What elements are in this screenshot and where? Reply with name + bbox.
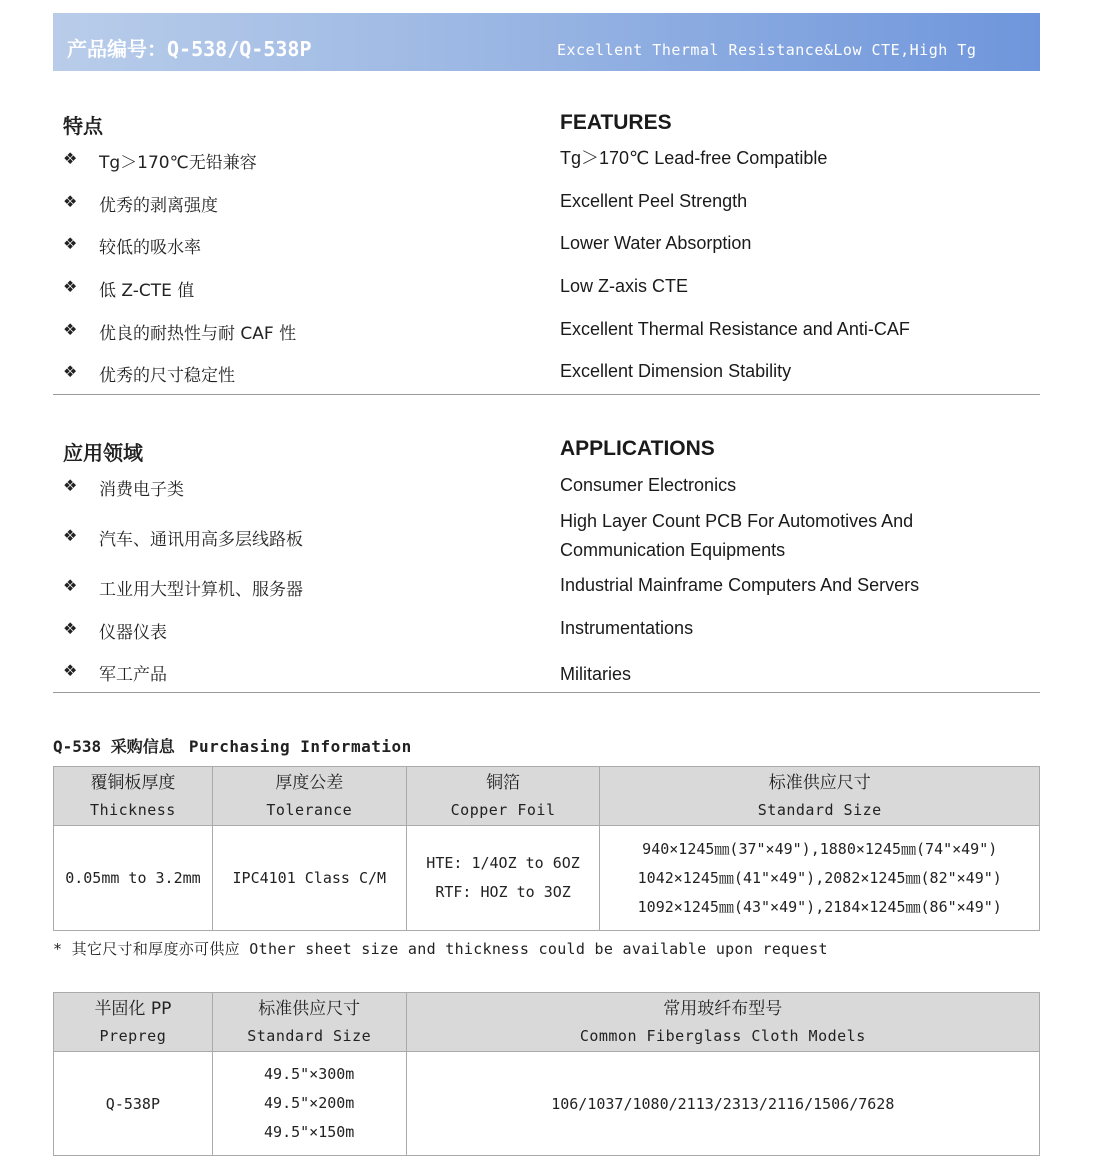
- applications-heading-en: APPLICATIONS: [560, 437, 715, 460]
- header-cn: 标准供应尺寸: [768, 773, 871, 793]
- cell-prepreg-name: Q-538P: [54, 1052, 213, 1156]
- cell-standard-size: [212, 1052, 406, 1156]
- header-cn: 半固化 PP: [94, 999, 172, 1019]
- table-header-row: [54, 993, 1040, 1052]
- feature-cn: 低 Z-CTE 值: [99, 281, 195, 301]
- feature-en: Tg＞170℃ Lead-free Compatible: [560, 148, 828, 168]
- product-subtitle: Excellent Thermal Resistance&Low CTE,High Tg: [557, 41, 977, 59]
- availability-note: * 其它尺寸和厚度亦可供应 Other sheet size and thickness could be available upon request: [53, 940, 828, 958]
- bullet-icon: ❖: [63, 661, 78, 680]
- application-cn: 军工产品: [99, 665, 167, 685]
- bullet-icon: ❖: [63, 526, 78, 545]
- purchasing-title: [53, 734, 412, 757]
- application-cn: 汽车、通讯用高多层线路板: [99, 530, 303, 550]
- application-cn: 消费电子类: [99, 480, 184, 500]
- header-en: Thickness: [90, 801, 176, 819]
- cell-standard-size: [600, 826, 1040, 931]
- application-cn: 工业用大型计算机、服务器: [99, 580, 303, 600]
- feature-en: Excellent Thermal Resistance and Anti-CAF: [560, 319, 910, 339]
- bullet-icon: ❖: [63, 619, 78, 638]
- bullet-icon: ❖: [63, 192, 78, 211]
- application-en: Industrial Mainframe Computers And Servers: [560, 575, 920, 595]
- bullet-icon: ❖: [63, 234, 78, 253]
- header-cn: 厚度公差: [275, 773, 344, 793]
- header-en: Copper Foil: [450, 801, 556, 819]
- application-en: Consumer Electronics: [560, 475, 737, 495]
- header-standard-size: [212, 993, 406, 1052]
- header-tolerance: [212, 767, 406, 826]
- header-prepreg: [54, 993, 213, 1052]
- bullet-icon: ❖: [63, 362, 78, 381]
- divider: [53, 692, 1040, 693]
- header-cn: 覆铜板厚度: [90, 773, 176, 793]
- size-line: 940×1245㎜(37"×49"),1880×1245㎜(74"×49"): [642, 839, 998, 858]
- header-cn: 铜箔: [486, 773, 521, 793]
- features-heading-en: FEATURES: [560, 111, 672, 134]
- feature-cn: 优秀的剥离强度: [99, 196, 218, 216]
- divider: [53, 394, 1040, 395]
- header-copper-foil: [406, 767, 600, 826]
- copper-line: HTE: 1/4OZ to 6OZ: [426, 854, 580, 872]
- bullet-icon: ❖: [63, 277, 78, 296]
- application-cn: 仪器仪表: [99, 623, 167, 643]
- size-line: 49.5"×300m: [264, 1065, 355, 1083]
- title-banner: [53, 13, 1040, 71]
- table-row: [54, 1052, 1040, 1156]
- features-heading-cn: 特点: [63, 114, 103, 138]
- purchasing-title-cn: Q-538 采购信息: [53, 737, 175, 756]
- application-en: High Layer Count PCB For Automotives And Communication Equipments: [560, 511, 914, 560]
- header-fiberglass-models: [406, 993, 1039, 1052]
- application-en: Instrumentations: [560, 618, 694, 638]
- header-en: Standard Size: [247, 1027, 372, 1045]
- header-cn: 常用玻纤布型号: [663, 999, 783, 1019]
- feature-cn: 较低的吸水率: [99, 238, 201, 258]
- product-title: 产品编号：Q-538/Q-538P: [67, 37, 312, 61]
- size-line: 49.5"×200m: [264, 1094, 355, 1112]
- bullet-icon: ❖: [63, 476, 78, 495]
- purchasing-title-en: Purchasing Information: [188, 737, 412, 756]
- cell-thickness: 0.05mm to 3.2mm: [54, 826, 213, 931]
- feature-cn: Tg＞170℃无铅兼容: [99, 153, 257, 173]
- header-en: Prepreg: [99, 1027, 167, 1045]
- feature-en: Lower Water Absorption: [560, 233, 752, 253]
- bullet-icon: ❖: [63, 149, 78, 168]
- header-en: Common Fiberglass Cloth Models: [579, 1027, 866, 1045]
- feature-en: Excellent Dimension Stability: [560, 361, 792, 381]
- cell-fiberglass-models: 106/1037/1080/2113/2313/2116/1506/7628: [406, 1052, 1039, 1156]
- cell-tolerance: IPC4101 Class C/M: [212, 826, 406, 931]
- copper-line: RTF: HOZ to 3OZ: [435, 883, 571, 901]
- purchasing-table: [53, 766, 1040, 931]
- feature-en: Low Z-axis CTE: [560, 276, 689, 296]
- header-cn: 标准供应尺寸: [258, 999, 361, 1019]
- size-line: 49.5"×150m: [264, 1123, 355, 1141]
- prepreg-table: [53, 992, 1040, 1156]
- size-line: 1092×1245㎜(43"×49"),2184×1245㎜(86"×49"): [637, 897, 1002, 916]
- feature-cn: 优秀的尺寸稳定性: [99, 366, 235, 386]
- table-header-row: [54, 767, 1040, 826]
- applications-heading-cn: 应用领域: [63, 441, 143, 465]
- cell-copper-foil: [406, 826, 600, 931]
- application-en: Militaries: [560, 664, 632, 684]
- bullet-icon: ❖: [63, 576, 78, 595]
- bullet-icon: ❖: [63, 320, 78, 339]
- header-thickness: [54, 767, 213, 826]
- table-row: [54, 826, 1040, 931]
- header-en: Tolerance: [266, 801, 353, 819]
- header-en: Standard Size: [757, 801, 882, 819]
- header-standard-size: [600, 767, 1040, 826]
- size-line: 1042×1245㎜(41"×49"),2082×1245㎜(82"×49"): [637, 868, 1002, 887]
- feature-en: Excellent Peel Strength: [560, 191, 748, 211]
- feature-cn: 优良的耐热性与耐 CAF 性: [99, 324, 297, 344]
